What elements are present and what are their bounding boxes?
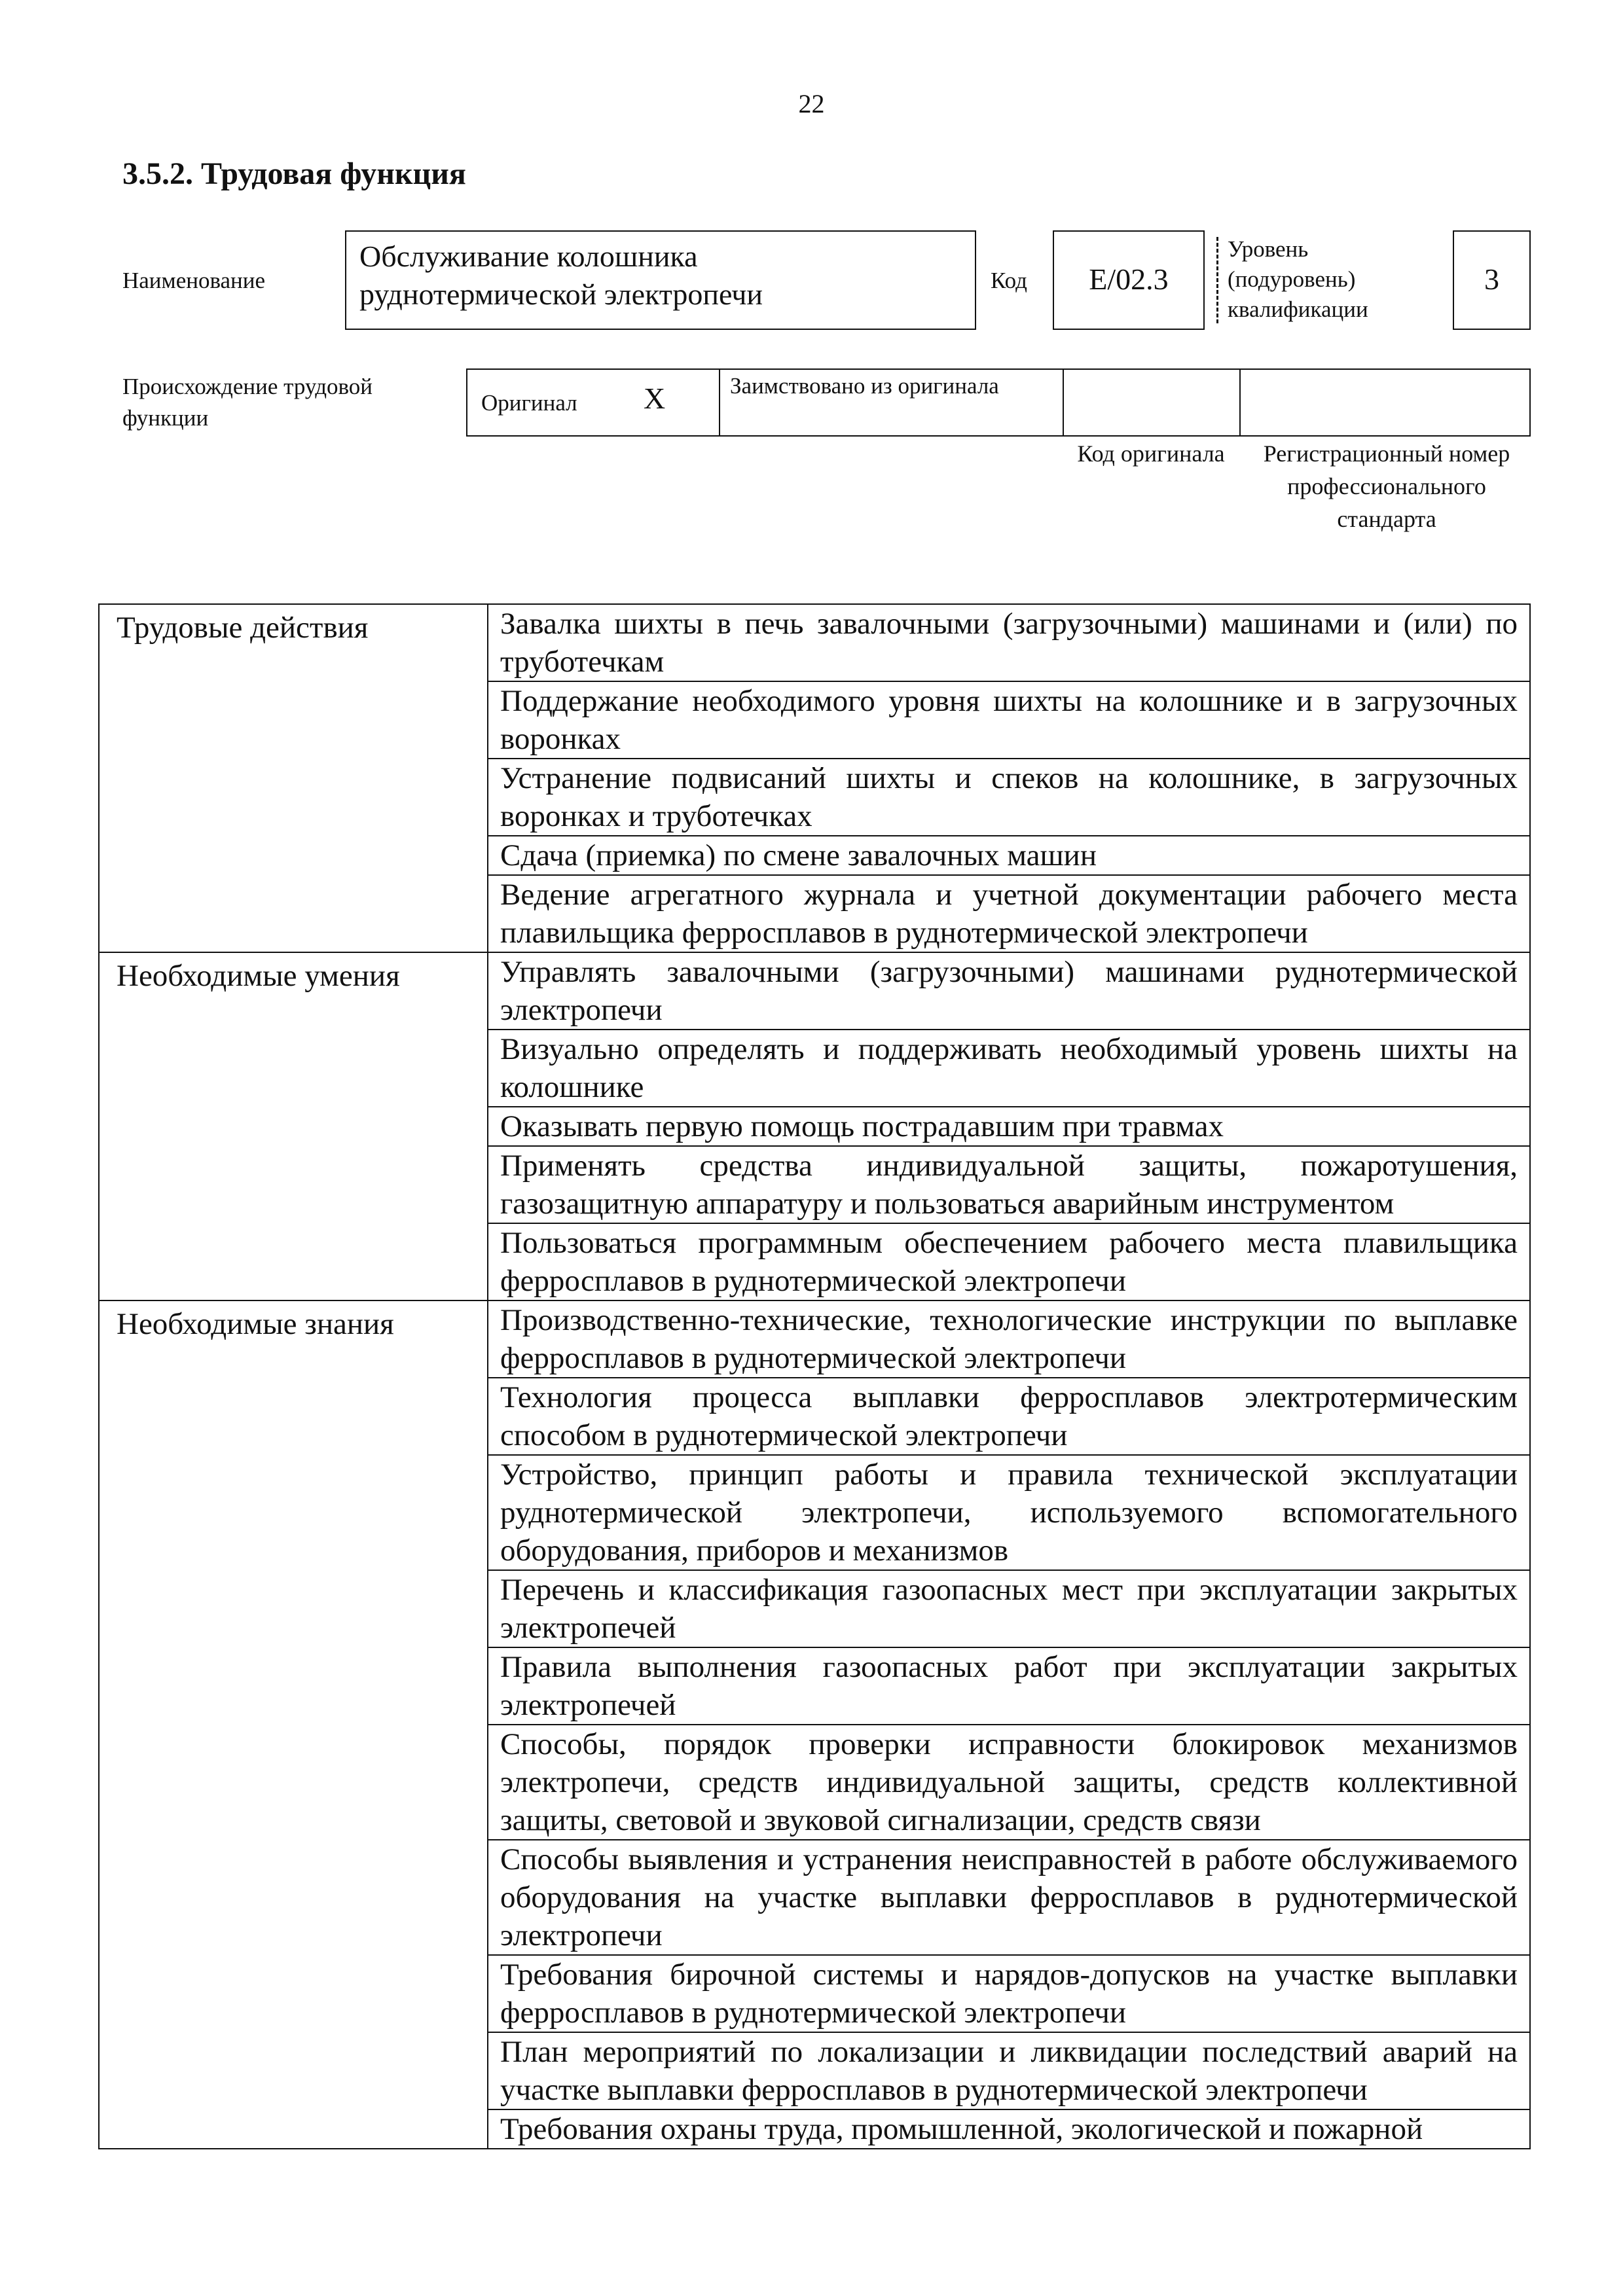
table-body <box>99 604 1530 2149</box>
dashed-divider <box>1216 237 1218 323</box>
description-cell: Требования охраны труда, промышленной, экологической и пожарной <box>488 2109 1530 2149</box>
description-cell: Производственно-технические, технологические инструкции по выплавке ферросплавов в руднотермической электропечи <box>488 1300 1530 1378</box>
name-label: Наименование <box>122 268 266 293</box>
description-cell: Устройство, принцип работы и правила технической эксплуатации руднотермической электропечи, используемого вспомогательного оборудования, приборов и механизмов <box>488 1455 1530 1570</box>
table-row <box>99 1300 1530 1378</box>
name-value-box <box>345 230 976 330</box>
description-cell: Управлять завалочными (загрузочными) машинами руднотермической электропечи <box>488 952 1530 1030</box>
origin-divider-2 <box>1063 368 1064 437</box>
reg-number-caption: Регистрационный номер профессионального стандарта <box>1263 440 1510 532</box>
description-cell: Требования бирочной системы и нарядов-допусков на участке выплавки ферросплавов в руднотермической электропечи <box>488 1955 1530 2032</box>
description-cell: Сдача (приемка) по смене завалочных машин <box>488 836 1530 875</box>
labor-function-table <box>98 603 1531 2149</box>
original-mark: X <box>644 382 666 415</box>
description-cell: Завалка шихты в печь завалочными (загрузочными) машинами и (или) по труботечкам <box>488 604 1530 681</box>
code-value: E/02.3 <box>1089 262 1169 296</box>
code-label: Код <box>991 268 1027 293</box>
table-row <box>99 952 1530 1030</box>
description-cell: Правила выполнения газоопасных работ при эксплуатации закрытых электропечей <box>488 1647 1530 1725</box>
category-cell: Необходимые умения <box>99 952 488 1300</box>
page-number: 22 <box>798 89 825 118</box>
description-cell: Пользоваться программным обеспечением рабочего места плавильщика ферросплавов в руднотермической электропечи <box>488 1223 1530 1300</box>
name-value: Обслуживание колошника руднотермической электропечи <box>359 240 763 311</box>
origin-label: Происхождение трудовой функции <box>122 374 373 431</box>
description-cell: План мероприятий по локализации и ликвидации последствий аварий на участке выплавки ферросплавов в руднотермической электропечи <box>488 2032 1530 2109</box>
borrowed-label: Заимствовано из оригинала <box>730 373 999 399</box>
original-label: Оригинал <box>481 390 577 416</box>
description-cell: Технология процесса выплавки ферросплавов электротермическим способом в руднотермической электропечи <box>488 1378 1530 1455</box>
description-cell: Способы выявления и устранения неисправностей в работе обслуживаемого оборудования на участке выплавки ферросплавов в руднотермической электропечи <box>488 1840 1530 1955</box>
description-cell: Применять средства индивидуальной защиты, пожаротушения, газозащитную аппаратуру и пользоваться аварийным инструментом <box>488 1146 1530 1223</box>
table-row <box>99 604 1530 681</box>
description-cell: Ведение агрегатного журнала и учетной документации рабочего места плавильщика ферросплавов в руднотермической электропечи <box>488 875 1530 952</box>
level-value: 3 <box>1484 262 1499 296</box>
category-cell: Необходимые знания <box>99 1300 488 2149</box>
code-value-box <box>1053 230 1205 330</box>
level-value-box <box>1453 230 1531 330</box>
original-code-caption: Код оригинала <box>1077 440 1225 467</box>
description-cell: Поддержание необходимого уровня шихты на колошнике и в загрузочных воронках <box>488 681 1530 759</box>
section-title: 3.5.2. Трудовая функция <box>122 156 466 191</box>
description-cell: Оказывать первую помощь пострадавшим при травмах <box>488 1107 1530 1146</box>
origin-divider-1 <box>719 368 720 437</box>
description-cell: Визуально определять и поддерживать необходимый уровень шихты на колошнике <box>488 1030 1530 1107</box>
origin-divider-3 <box>1239 368 1241 437</box>
category-cell: Трудовые действия <box>99 604 488 952</box>
description-cell: Перечень и классификация газоопасных мест при эксплуатации закрытых электропечей <box>488 1570 1530 1647</box>
level-label: Уровень (подуровень) квалификации <box>1228 236 1368 322</box>
description-cell: Устранение подвисаний шихты и спеков на колошнике, в загрузочных воронках и труботечках <box>488 759 1530 836</box>
description-cell: Способы, порядок проверки исправности блокировок механизмов электропечи, средств индивидуальной защиты, средств коллективной защиты, световой и звуковой сигнализации, средств связи <box>488 1725 1530 1840</box>
